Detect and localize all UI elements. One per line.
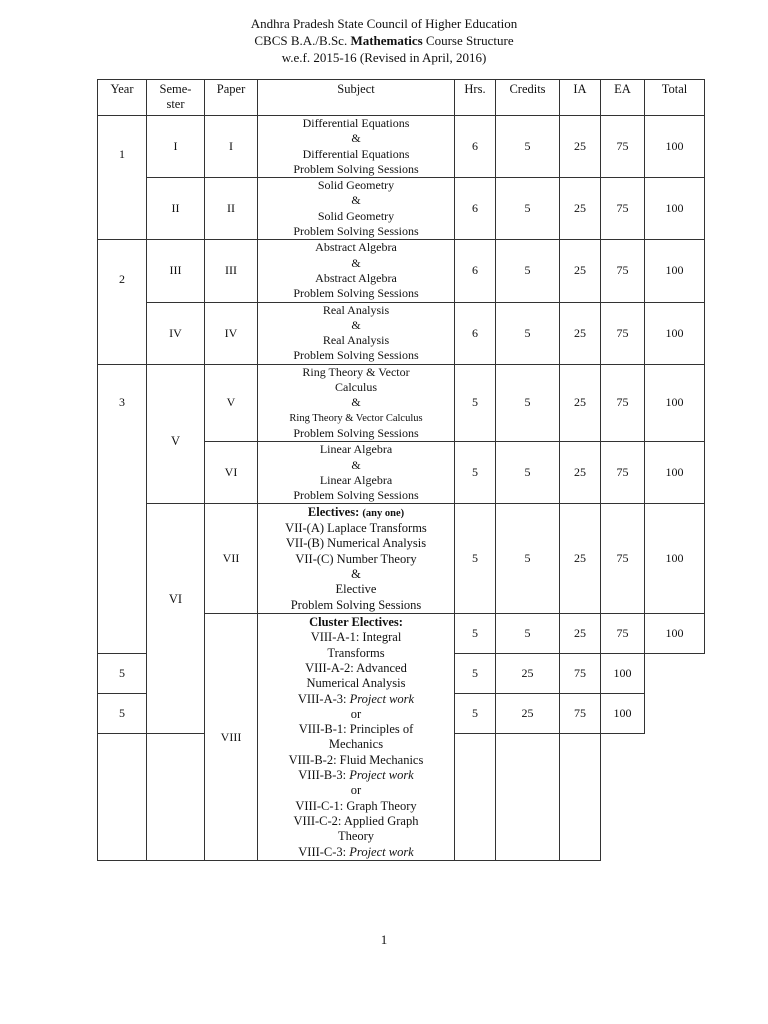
total-cell: 100 — [645, 364, 705, 441]
ea-cell: 75 — [601, 240, 645, 302]
table-row — [98, 364, 705, 441]
total-cell: 100 — [645, 178, 705, 240]
hrs-cell: 5 — [455, 364, 496, 441]
credits-cell: 5 — [496, 302, 560, 364]
hrs-cell: 6 — [455, 240, 496, 302]
total-cell: 100 — [645, 614, 705, 654]
total-cell: 100 — [645, 240, 705, 302]
hrs-cell: 6 — [455, 116, 496, 178]
hrs-cell: 6 — [455, 178, 496, 240]
paper-cell: IV — [205, 302, 258, 364]
subject-cell: Cluster Electives: VIII-A-1: Integral Transforms VIII-A-2: Advanced Numerical Analysis VIII-A-3: Project work or VIII-B-1: Principles of Mechanics VIII-B-2: Fluid Mechanics VIII-B-3: Project work or VIII-C-1: Graph Theory VIII-C-2: Applied Graph Theory VIII-C-3: Project work — [258, 614, 455, 861]
credits-cell: 5 — [455, 654, 496, 694]
subject-cell: Solid Geometry & Solid Geometry Problem Solving Sessions — [258, 178, 455, 240]
ea-cell: 75 — [601, 614, 645, 654]
semester-cell: III — [147, 240, 205, 302]
ia-cell: 25 — [560, 614, 601, 654]
hrs-cell: 5 — [98, 654, 147, 694]
hrs-cell: 5 — [455, 614, 496, 654]
effective-date: w.e.f. 2015-16 (Revised in April, 2016) — [281, 50, 487, 65]
col-hrs: Hrs. — [455, 80, 496, 116]
ia-cell: 25 — [496, 654, 560, 694]
council-name: Andhra Pradesh State Council of Higher Education — [250, 16, 518, 31]
header-row — [98, 80, 705, 116]
ia-cell: 25 — [560, 302, 601, 364]
table-row — [98, 302, 705, 364]
hrs-cell: 6 — [455, 302, 496, 364]
total-cell: 100 — [645, 442, 705, 504]
total-cell: 100 — [601, 694, 645, 734]
ia-cell: 25 — [560, 240, 601, 302]
ea-cell: 75 — [601, 178, 645, 240]
ia-cell — [455, 734, 496, 861]
credits-cell: 5 — [496, 442, 560, 504]
year-cell: 3 — [98, 364, 147, 654]
hrs-cell — [98, 734, 147, 861]
table-row — [98, 240, 705, 302]
credits-cell: 5 — [496, 178, 560, 240]
total-cell: 100 — [601, 654, 645, 694]
ia-cell: 25 — [560, 116, 601, 178]
col-total: Total — [645, 80, 705, 116]
subject-cell: Linear Algebra & Linear Algebra Problem Solving Sessions — [258, 442, 455, 504]
ia-cell: 25 — [560, 364, 601, 441]
year-cell: 2 — [98, 240, 147, 364]
col-subject: Subject — [258, 80, 455, 116]
total-cell — [560, 734, 601, 861]
col-ia: IA — [560, 80, 601, 116]
course-structure-table — [97, 79, 705, 861]
semester-cell: IV — [147, 302, 205, 364]
credits-cell: 5 — [496, 504, 560, 614]
col-credits: Credits — [496, 80, 560, 116]
ea-cell: 75 — [601, 504, 645, 614]
hrs-cell: 5 — [455, 504, 496, 614]
total-cell: 100 — [645, 504, 705, 614]
subject-cell: Ring Theory & Vector Calculus & Ring Theory & Vector Calculus Problem Solving Sessions — [258, 364, 455, 441]
semester-cell: VI — [147, 504, 205, 734]
ia-cell: 25 — [560, 442, 601, 504]
credits-cell — [147, 734, 205, 861]
ea-cell: 75 — [560, 694, 601, 734]
table-row — [98, 116, 705, 178]
credits-cell: 5 — [496, 614, 560, 654]
subject-cell: Abstract Algebra & Abstract Algebra Problem Solving Sessions — [258, 240, 455, 302]
ia-cell: 25 — [560, 178, 601, 240]
total-cell: 100 — [645, 302, 705, 364]
ea-cell: 75 — [601, 302, 645, 364]
paper-cell: I — [205, 116, 258, 178]
paper-cell: VIII — [205, 614, 258, 861]
subject-name: Mathematics — [350, 33, 423, 48]
year-cell: 1 — [98, 116, 147, 240]
subject-cell: Electives: (any one) VII-(A) Laplace Transforms VII-(B) Numerical Analysis VII-(C) Number Theory & Elective Problem Solving Sessions — [258, 504, 455, 614]
paper-cell: V — [205, 364, 258, 441]
credits-cell: 5 — [455, 694, 496, 734]
paper-cell: VII — [205, 504, 258, 614]
ea-cell: 75 — [560, 654, 601, 694]
col-paper: Paper — [205, 80, 258, 116]
table-row — [98, 178, 705, 240]
ea-cell: 75 — [601, 116, 645, 178]
paper-cell: II — [205, 178, 258, 240]
course-structure-title: CBCS B.A./B.Sc. Mathematics Course Structure — [254, 33, 514, 48]
semester-cell: V — [147, 364, 205, 504]
col-ea: EA — [601, 80, 645, 116]
ea-cell: 75 — [601, 364, 645, 441]
credits-cell: 5 — [496, 240, 560, 302]
subject-cell: Differential Equations & Differential Equations Problem Solving Sessions — [258, 116, 455, 178]
paper-cell: VI — [205, 442, 258, 504]
page-number: 1 — [380, 932, 388, 947]
credits-cell: 5 — [496, 364, 560, 441]
credits-cell: 5 — [496, 116, 560, 178]
paper-cell: III — [205, 240, 258, 302]
total-cell: 100 — [645, 116, 705, 178]
hrs-cell: 5 — [98, 694, 147, 734]
ea-cell: 75 — [601, 442, 645, 504]
document-header — [0, 15, 768, 66]
col-year: Year — [98, 80, 147, 116]
semester-cell: I — [147, 116, 205, 178]
ia-cell: 25 — [560, 504, 601, 614]
subject-cell: Real Analysis & Real Analysis Problem Solving Sessions — [258, 302, 455, 364]
ia-cell: 25 — [496, 694, 560, 734]
semester-cell: II — [147, 178, 205, 240]
table-row — [98, 504, 705, 614]
ea-cell — [496, 734, 560, 861]
col-semester: Seme- ster — [147, 80, 205, 116]
hrs-cell: 5 — [455, 442, 496, 504]
